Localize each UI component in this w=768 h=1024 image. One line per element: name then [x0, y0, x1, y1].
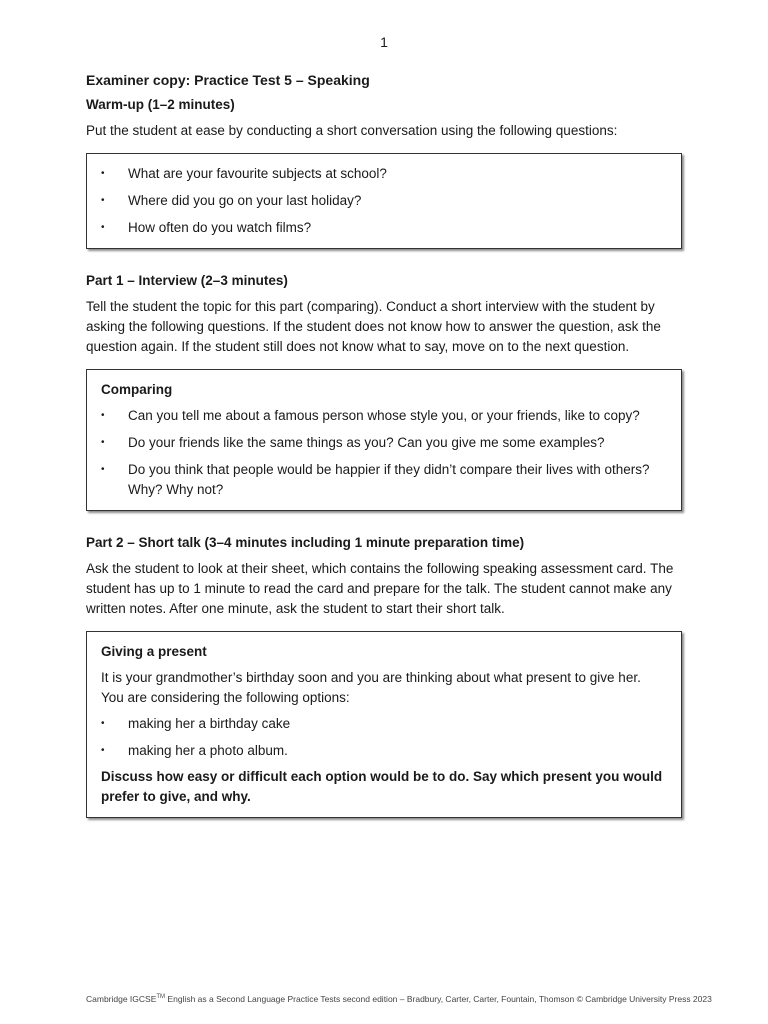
page-number: 1	[380, 34, 388, 50]
part1-intro: Tell the student the topic for this part (comparing). Conduct a short interview with the student by asking the following questions. If the student does not know how to answer the question, ask the question again. If the student still does not know what to say, move on to the next question.	[86, 299, 661, 354]
warmup-question: What are your favourite subjects at school?	[128, 166, 387, 181]
warmup-heading-text: Warm-up (1–2 minutes)	[86, 97, 235, 112]
list-item	[101, 406, 667, 426]
part1-box-heading: Comparing	[101, 382, 173, 397]
footer-copyright: English as a Second Language Practice Tests second edition – Bradbury, Carter, Carter, Fountain, Thomson © Cambridge University Press 2023	[165, 993, 712, 1004]
list-item	[101, 714, 667, 734]
card-option: making her a birthday cake	[128, 716, 291, 731]
part2-heading	[86, 533, 684, 553]
part1-question-box	[86, 369, 682, 511]
list-item	[101, 218, 667, 238]
card-option-list	[101, 714, 667, 761]
bullet-icon: •	[101, 745, 105, 756]
warmup-intro: Put the student at ease by conducting a short conversation using the following questions:	[86, 123, 618, 138]
bullet-icon: •	[101, 718, 105, 729]
card-text: It is your grandmother’s birthday soon and you are thinking about what present to give her. You are considering the following options:	[101, 670, 641, 705]
part2-intro: Ask the student to look at their sheet, which contains the following speaking assessment card. The student has up to 1 minute to read the card and prepare for the talk. The student cannot make any written notes. After one minute, ask the student to start their short talk.	[86, 561, 674, 616]
list-item	[101, 191, 667, 211]
list-item	[101, 433, 667, 453]
warmup-question-list	[101, 164, 667, 238]
part1-question-list	[101, 406, 667, 500]
warmup-question: How often do you watch films?	[128, 220, 312, 235]
bullet-icon: •	[101, 464, 105, 475]
part2-heading-bold: Part 2 – Short talk	[86, 535, 201, 550]
card-option: making her a photo album.	[128, 743, 288, 758]
part1-heading-text: Part 1 – Interview (2–3 minutes)	[86, 273, 288, 288]
document-body	[86, 70, 684, 840]
page-title: Examiner copy: Practice Test 5 – Speaking	[86, 72, 370, 88]
warmup-question: Where did you go on your last holiday?	[128, 193, 362, 208]
card-instruction: Discuss how easy or difficult each option would be to do. Say which present you would prefer to give, and why.	[101, 769, 663, 804]
list-item	[101, 741, 667, 761]
bullet-icon: •	[101, 222, 105, 233]
part2-assessment-card	[86, 631, 682, 818]
bullet-icon: •	[101, 437, 105, 448]
trademark-mark: TM	[156, 994, 166, 1000]
bullet-icon: •	[101, 195, 105, 206]
warmup-heading	[86, 95, 684, 115]
card-heading: Giving a present	[101, 644, 207, 659]
page-footer	[86, 987, 712, 1009]
part2-heading-rest: (3–4 minutes including 1 minute preparation time)	[200, 535, 525, 550]
list-item	[101, 164, 667, 184]
footer-brand: Cambridge IGCSE	[86, 993, 157, 1004]
part1-question: Do your friends like the same things as you? Can you give me some examples?	[128, 435, 605, 450]
warmup-question-box	[86, 153, 682, 249]
bullet-icon: •	[101, 410, 105, 421]
part1-heading	[86, 271, 684, 291]
part1-question: Can you tell me about a famous person whose style you, or your friends, like to copy?	[128, 408, 640, 423]
list-item	[101, 460, 667, 500]
bullet-icon: •	[101, 168, 105, 179]
part1-question: Do you think that people would be happier if they didn’t compare their lives with others? Why? Why not?	[128, 462, 650, 497]
